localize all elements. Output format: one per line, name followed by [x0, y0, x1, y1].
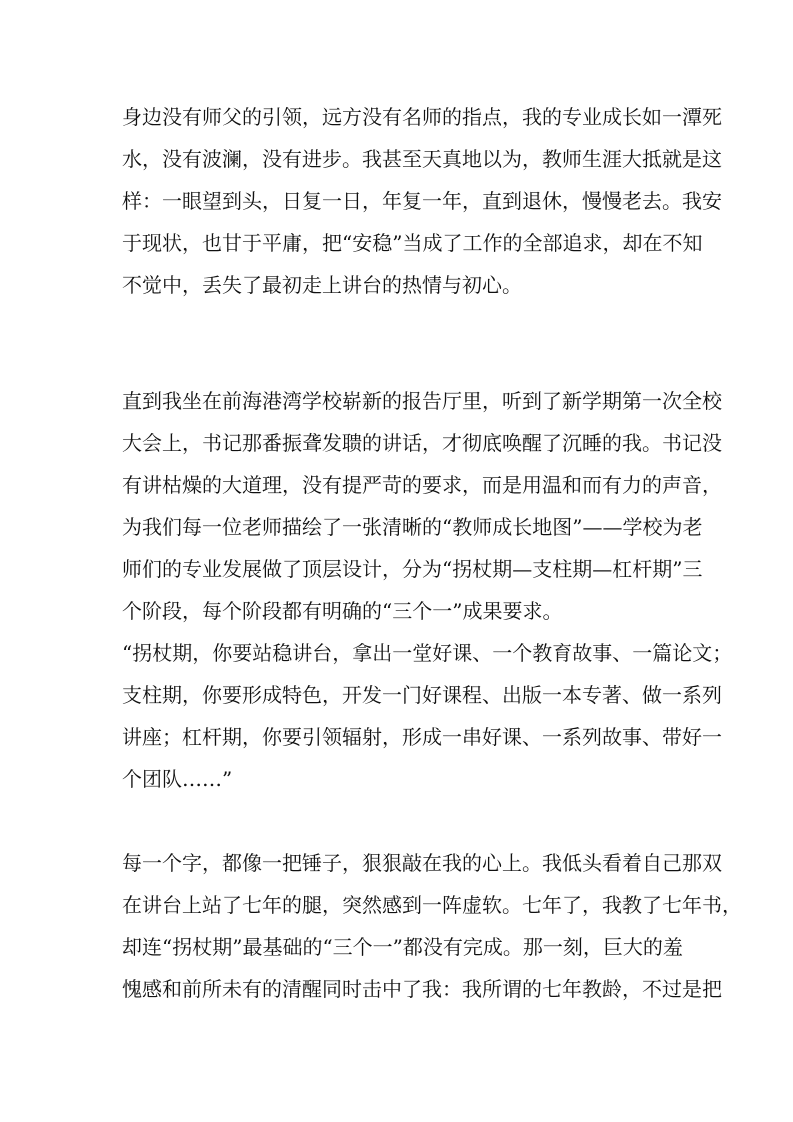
text-line: 身边没有师父的引领，远方没有名师的指点，我的专业成长如一潭死 [122, 105, 722, 129]
paragraph-2 [122, 380, 722, 632]
paragraph-3-quote [122, 632, 733, 800]
text-line: 在讲台上站了七年的腿，突然感到一阵虚软。七年了，我教了七年书， [122, 893, 742, 917]
text-line: 个团队……” [122, 767, 233, 791]
text-line: 样：一眼望到头，日复一日，年复一年，直到退休，慢慢老去。我安 [122, 189, 722, 213]
text-line: “拐杖期，你要站稳讲台，拿出一堂好课、一个教育故事、一篇论文； [122, 641, 733, 665]
text-line: 有讲枯燥的大道理，没有提严苛的要求，而是用温和而有力的声音， [122, 473, 722, 497]
text-line: 愧感和前所未有的清醒同时击中了我：我所谓的七年教龄，不过是把 [122, 977, 722, 1001]
paragraph-4 [122, 842, 742, 1010]
text-line: 每一个字，都像一把锤子，狠狠敲在我的心上。我低头看着自己那双 [122, 851, 722, 875]
text-line: 水，没有波澜，没有进步。我甚至天真地以为，教师生涯大抵就是这 [122, 147, 722, 171]
text-line: 直到我坐在前海港湾学校崭新的报告厅里，听到了新学期第一次全校 [122, 389, 722, 413]
text-line: 大会上，书记那番振聋发聩的讲话，才彻底唤醒了沉睡的我。书记没 [122, 431, 722, 455]
text-line: 却连“拐杖期”最基础的“三个一”都没有完成。那一刻，巨大的羞 [122, 935, 683, 959]
paragraph-1 [122, 96, 722, 306]
text-line: 不觉中，丢失了最初走上讲台的热情与初心。 [122, 273, 522, 297]
text-line: 师们的专业发展做了顶层设计，分为“拐杖期—支柱期—杠杆期”三 [122, 557, 703, 581]
text-line: 于现状，也甘于平庸，把“安稳”当成了工作的全部追求，却在不知 [122, 231, 703, 255]
text-line: 个阶段，每个阶段都有明确的“三个一”成果要求。 [122, 599, 563, 623]
text-line: 讲座；杠杆期，你要引领辐射，形成一串好课、一系列故事、带好一 [122, 725, 722, 749]
text-line: 为我们每一位老师描绘了一张清晰的“教师成长地图”——学校为老 [122, 515, 703, 539]
text-line: 支柱期，你要形成特色，开发一门好课程、出版一本专著、做一系列 [122, 683, 722, 707]
